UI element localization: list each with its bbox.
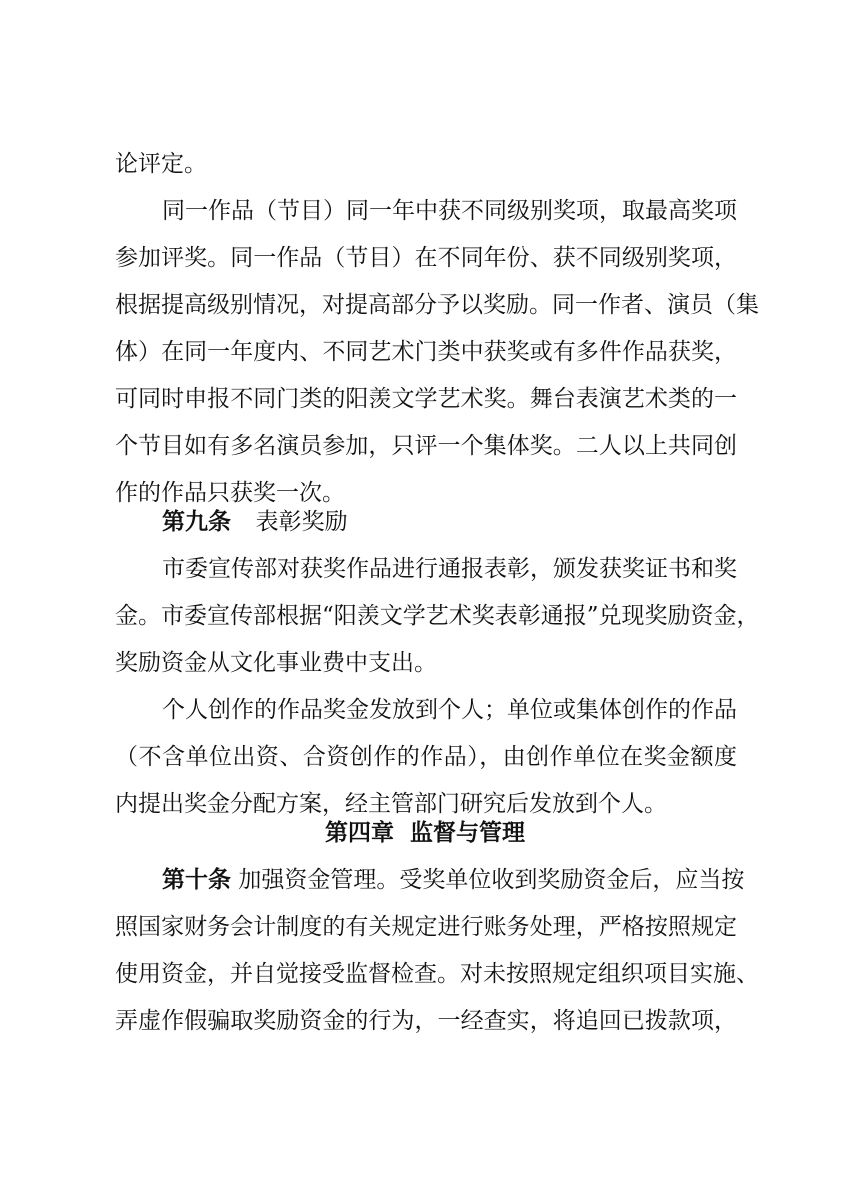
paragraph-line: 参加评奖。同一作品（节目）在不同年份、获不同级别奖项， [115,245,737,271]
paragraph-line: 个节目如有多名演员参加，只评一个集体奖。二人以上共同创 [115,433,737,459]
article-number: 第九条 [162,509,231,535]
paragraph-line: 体）在同一年度内、不同艺术门类中获奖或有多件作品获奖， [115,339,737,365]
paragraph-line: 个人创作的作品奖金发放到个人；单位或集体创作的作品 [162,697,737,723]
paragraph-text: 加强资金管理。受奖单位收到奖励资金后，应当按 [238,867,745,893]
paragraph-line: 内提出奖金分配方案，经主管部门研究后发放到个人。 [115,791,667,817]
paragraph-line: （不含单位出资、合资创作的作品），由创作单位在奖金额度 [115,744,737,770]
paragraph-line: 论评定。 [115,151,207,177]
article-title: 表彰奖励 [255,509,348,535]
chapter-heading: 第四章 监督与管理 [324,820,525,846]
article-number: 第十条 [162,867,231,893]
paragraph-line: 市委宣传部对获奖作品进行通报表彰，颁发获奖证书和奖 [162,556,737,582]
paragraph-line: 照国家财务会计制度的有关规定进行账务处理，严格按照规定 [115,914,737,940]
paragraph-line: 弄虚作假骗取奖励资金的行为，一经查实，将追回已拨款项， [115,1008,737,1034]
paragraph-line: 金。市委宣传部根据“阳羡文学艺术奖表彰通报”兑现奖励资金， [115,603,760,629]
paragraph-line: 使用资金，并自觉接受监督检查。对未按照规定组织项目实施、 [115,961,759,987]
paragraph-line: 同一作品（节目）同一年中获不同级别奖项，取最高奖项 [162,198,737,224]
article-10-first-line [162,858,745,902]
paragraph-line: 可同时申报不同门类的阳羡文学艺术奖。舞台表演艺术类的一 [115,386,737,412]
paragraph-line: 根据提高级别情况，对提高部分予以奖励。同一作者、演员（集 [115,292,759,318]
paragraph-line: 作的作品只获奖一次。 [115,480,345,506]
article-9-heading [162,500,348,544]
paragraph-line: 奖励资金从文化事业费中支出。 [115,650,437,676]
